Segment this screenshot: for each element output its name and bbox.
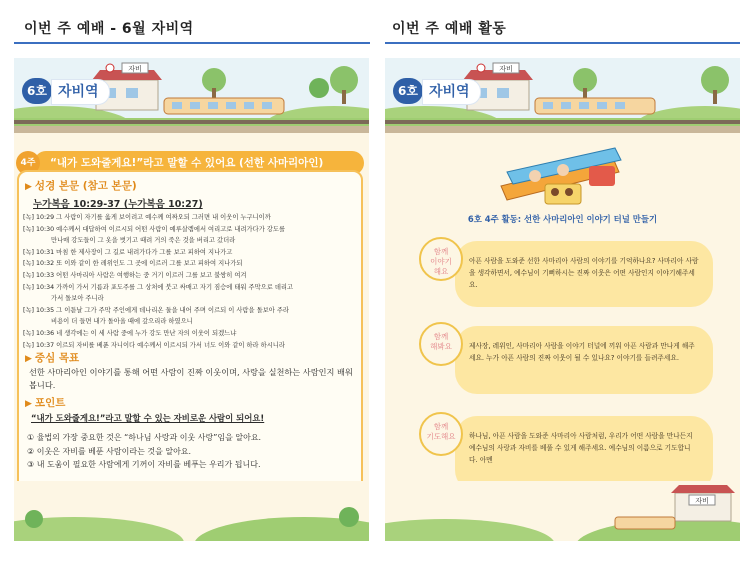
scripture-reference: 누가복음 10:29-37 (누가복음 10:27): [33, 199, 203, 210]
activity-tag-line: 함께: [433, 247, 449, 256]
station-sign: 자비: [695, 497, 709, 505]
verse-line: 비용이 더 들면 내가 돌아올 때에 갚으리라 하였으니: [51, 318, 193, 326]
goal-heading: [25, 350, 79, 365]
goal-heading-text: 중심 목표: [34, 352, 80, 364]
footer-illustration: [385, 481, 740, 541]
point-quote: “내가 도와줄게요!”라고 말할 수 있는 자비로운 사람이 되어요!: [31, 413, 265, 423]
point-item: ② 이웃은 자비를 베푼 사람이라는 것을 알아요.: [27, 446, 192, 456]
worship-page: [14, 58, 369, 541]
activity-page: [385, 58, 740, 541]
left-title-underline: [14, 42, 370, 44]
episode-number-badge: 6호: [393, 78, 423, 104]
week-badge: 4주: [16, 151, 40, 175]
activity-tag-line: 함께: [433, 422, 449, 431]
verse-line: [녹] 10:34 가까이 가서 기름과 포도주를 그 상처에 붓고 싸매고 자기 짐승에 태워 주막으로 데리고: [23, 283, 294, 291]
point-list: [27, 431, 357, 472]
verse-line: [녹] 10:32 또 이와 같이 한 레위인도 그 곳에 이르러 그를 보고 피하여 지나가되: [23, 260, 243, 268]
verse-line: [녹] 10:33 어떤 사마리아 사람은 여행하는 중 거기 이르러 그를 보고 불쌍히 여겨: [23, 271, 247, 279]
footer-illustration: [14, 481, 369, 541]
activity-tag-line: 해봐요: [430, 342, 452, 351]
station-name-label: 자비역: [51, 79, 110, 105]
activity-tag: [419, 322, 463, 366]
point-item: ① 율법의 가장 중요한 것은 “하나님 사랑과 이웃 사랑”임을 알아요.: [27, 433, 262, 442]
tunnel-craft-graphic: [493, 138, 633, 208]
activity-text-box: 하나님, 아픈 사람을 도와준 사마리아 사람처럼, 우리가 어떤 사람을 만나든지 예수님의 사랑과 자비를 베풀 수 있게 해주세요. 예수님의 이름으로 기도합니다. 아멘: [455, 416, 713, 492]
episode-number-badge: 6호: [22, 78, 52, 104]
scripture-heading: [25, 178, 137, 193]
triangle-bullet-icon: ▶: [25, 182, 32, 192]
activity-text-box: 아픈 사람을 도와준 선한 사마리아 사람의 이야기를 기억하나요? 사마리아 사람을 생각하면서, 예수님이 기뻐하시는 진짜 이웃은 어떤 사람인지 이야기해주세요.: [455, 241, 713, 307]
verse-line: 만나매 강도들이 그 옷을 벗기고 때려 거의 죽은 것을 버리고 갔더라: [51, 237, 236, 245]
verse-line: [녹] 10:31 마침 한 제사장이 그 길로 내려가다가 그를 보고 피하여 지나가고: [23, 248, 233, 256]
station-name-label: 자비역: [422, 79, 481, 105]
activity-tag-line: 기도해요: [426, 432, 456, 441]
station-footer-graphic: [385, 481, 740, 541]
verse-line: [녹] 10:30 예수께서 대답하여 이르시되 어떤 사람이 예루살렘에서 여리고로 내려가다가 강도를: [23, 225, 286, 233]
verse-line: [녹] 10:35 그 이튿날 그가 주막 주인에게 데나리온 둘을 내어 주며 이르되 이 사람을 돌보아 주라: [23, 306, 289, 314]
goal-text: 선한 사마리아인 이야기를 통해 어떤 사람이 진짜 이웃이며, 사랑을 실천하는 사람인지 배워봅니다.: [29, 367, 353, 390]
verse-line: [녹] 10:36 네 생각에는 이 세 사람 중에 누가 강도 만난 자의 이웃이 되겠느냐: [23, 329, 237, 337]
left-section-title: 이번 주 예배 - 6월 자비역: [24, 21, 194, 37]
activity-tag-line: 함께: [433, 332, 449, 341]
verse-line: [녹] 10:29 그 사람이 자기를 옳게 보이려고 예수께 여짜오되 그러면 내 이웃이 누구니이까: [23, 214, 271, 221]
hills-graphic: [14, 481, 369, 541]
station-sign: 자비: [128, 65, 142, 73]
activity-tag: [419, 237, 463, 281]
activity-text-box: 제사장, 레위인, 사마리아 사람을 이야기 터널에 끼워 아픈 사람과 만나게 해주세요. 누가 아픈 사람의 진짜 이웃이 될 수 있나요? 이야기를 들려주세요.: [455, 326, 713, 394]
activity-title: 6호 4주 활동: 선한 사마리아인 이야기 터널 만들기: [467, 214, 658, 224]
verse-line: 가서 돌보아 주니라: [51, 295, 104, 303]
tunnel-craft-image: [493, 138, 633, 208]
point-heading-text: 포인트: [34, 397, 66, 409]
activity-tag-line: 이야기: [430, 257, 452, 266]
triangle-bullet-icon: ▶: [25, 354, 32, 364]
point-heading: [25, 395, 65, 410]
verse-list: [23, 212, 359, 351]
week-title-bar: “내가 도와줄게요!”라고 말할 수 있어요 (선한 사마리아인): [34, 151, 364, 175]
triangle-bullet-icon: ▶: [25, 399, 32, 409]
right-title-underline: [385, 42, 740, 44]
activity-tag-line: 해요: [433, 267, 449, 276]
station-sign: 자비: [499, 65, 513, 73]
scripture-heading-text: 성경 본문 (참고 본문): [34, 180, 137, 192]
point-item: ③ 내 도움이 필요한 사람에게 기꺼이 자비를 베푸는 우리가 됩니다.: [27, 460, 261, 469]
activity-tag: [419, 412, 463, 456]
right-section-title: 이번 주 예배 활동: [392, 21, 507, 37]
lesson-card: [17, 170, 363, 492]
verse-line: [녹] 10:37 이르되 자비를 베푼 자니이다 예수께서 이르시되 가서 너도 이와 같이 하라 하시니라: [23, 341, 285, 349]
